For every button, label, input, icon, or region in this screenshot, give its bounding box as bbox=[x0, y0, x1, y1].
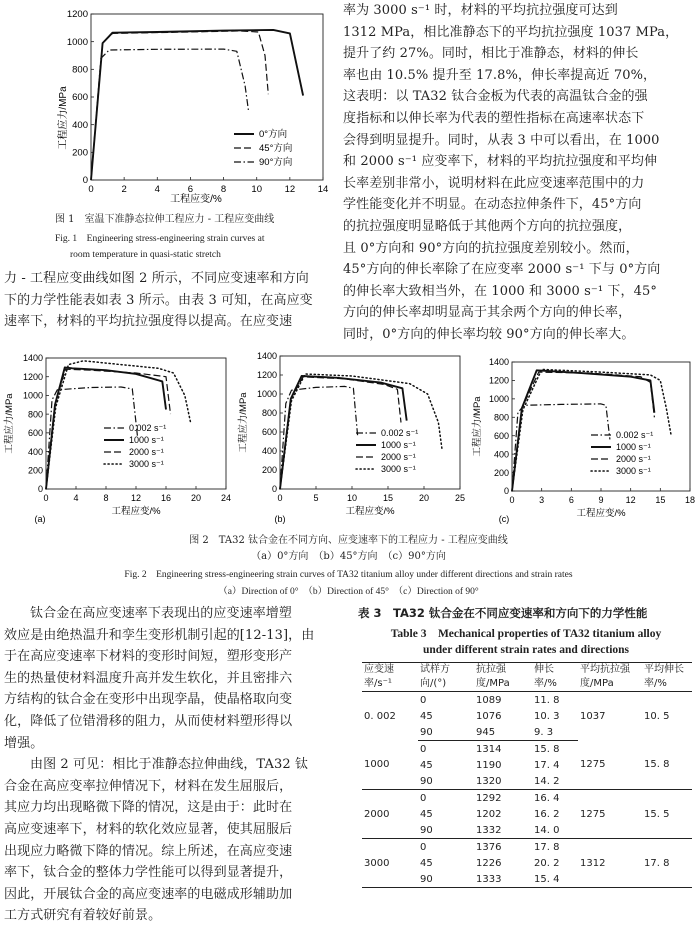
legend-label: 3000 s⁻¹ bbox=[129, 459, 164, 469]
direction-cell: 0 bbox=[420, 694, 427, 706]
table-header-row bbox=[362, 663, 692, 692]
strength-cell: 1089 bbox=[476, 694, 502, 706]
elongation-cell: 10. 3 bbox=[534, 710, 560, 722]
avg-elongation-cell: 10. 5 bbox=[644, 710, 670, 722]
x-tick-label: 10 bbox=[346, 493, 358, 503]
x-tick-label: 4 bbox=[154, 184, 160, 195]
y-tick-label: 600 bbox=[261, 427, 277, 438]
y-tick-label: 200 bbox=[27, 465, 43, 476]
avg-strength-cell: 1312 bbox=[578, 839, 642, 888]
avg-elongation-cell: 17. 8 bbox=[642, 839, 692, 888]
y-tick-label: 200 bbox=[493, 467, 509, 478]
table-row bbox=[362, 741, 692, 758]
y-tick-label: 1000 bbox=[66, 36, 88, 48]
legend-label: 0.002 s⁻¹ bbox=[129, 423, 167, 433]
x-tick-label: 15 bbox=[655, 495, 666, 505]
fig1-ylabel: 工程应力/MPa bbox=[58, 86, 69, 150]
x-tick-label: 8 bbox=[103, 493, 109, 503]
direction-cell: 45 bbox=[420, 808, 433, 820]
direction-cell: 90 bbox=[418, 871, 474, 888]
y-tick-label: 1200 bbox=[66, 9, 88, 21]
direction-cell: 45 bbox=[420, 759, 433, 771]
text-line: 1312 MPa，相比准静态下的平均抗拉强度 1037 MPa， bbox=[343, 24, 679, 40]
rate-cell: 2000 bbox=[362, 790, 418, 839]
strength-cell: 1376 bbox=[476, 841, 502, 853]
elongation-cell: 14. 2 bbox=[532, 773, 578, 790]
y-tick-label: 1000 bbox=[488, 394, 509, 405]
fig2-caption-sub-cn: （a）0°方向 （b）45°方向 （c）90°方向 bbox=[251, 551, 446, 562]
bottom-left-paragraph bbox=[4, 603, 334, 927]
text-line: 会得到明显提升。同时，从表 3 中可以看出，在 1000 bbox=[343, 132, 660, 148]
avg-strength-cell: 1037 bbox=[580, 710, 606, 722]
series-line bbox=[46, 387, 138, 489]
panel-ylabel: 工程应力/MPa bbox=[4, 393, 15, 454]
direction-cell: 45 bbox=[420, 710, 433, 722]
text-line: 化，降低了位错滑移的阻力，从而使材料塑形得以 bbox=[4, 713, 293, 729]
fig1-xlabel: 工程应变/% bbox=[170, 194, 222, 205]
x-tick-label: 2 bbox=[121, 184, 127, 195]
x-tick-label: 25 bbox=[454, 493, 466, 503]
col-header: 平均伸长率/% bbox=[642, 663, 692, 692]
legend-label: 0.002 s⁻¹ bbox=[616, 430, 654, 440]
text-line: 方向的伸长率却明显高于其余两个方向的伸长率， bbox=[343, 305, 632, 321]
plot-frame bbox=[91, 14, 323, 180]
x-tick-label: 24 bbox=[220, 493, 232, 503]
y-tick-label: 0 bbox=[37, 484, 43, 495]
text-line: 这表明：以 TA32 钛合金板为代表的高温钛合金的强 bbox=[343, 89, 648, 105]
y-tick-label: 1400 bbox=[256, 351, 277, 362]
x-tick-label: 12 bbox=[284, 184, 296, 195]
x-tick-label: 8 bbox=[220, 184, 227, 195]
direction-cell: 90 bbox=[418, 773, 474, 790]
y-tick-label: 0 bbox=[271, 484, 277, 495]
series-line bbox=[91, 49, 248, 180]
x-tick-label: 3 bbox=[539, 495, 545, 505]
y-tick-label: 1400 bbox=[488, 357, 509, 368]
y-tick-label: 800 bbox=[72, 64, 88, 76]
left-paragraph bbox=[4, 268, 334, 333]
figure-1-chart bbox=[48, 6, 329, 206]
x-tick-label: 14 bbox=[317, 184, 329, 195]
col-header: 试样方向/(°) bbox=[418, 663, 474, 692]
y-tick-label: 1400 bbox=[22, 353, 43, 364]
fig2-caption-en: Fig. 2 Engineering stress-engineering strain curves of TA32 titanium alloy under different directions and strain rates bbox=[124, 570, 573, 580]
rate-cell: 3000 bbox=[362, 839, 418, 888]
direction-cell: 0 bbox=[420, 743, 427, 755]
legend-label: 3000 s⁻¹ bbox=[381, 464, 416, 474]
text-line: 生的热量使材料温度升高并发生软化，并且密排六 bbox=[4, 670, 293, 686]
y-tick-label: 600 bbox=[27, 428, 43, 439]
text-line: 出现应力略微下降的情况。综上所述，在高应变速 bbox=[4, 843, 293, 859]
x-tick-label: 10 bbox=[251, 184, 263, 195]
text-line: 效应是由绝热温升和孪生变形机制引起的[12-13]，由 bbox=[4, 627, 315, 643]
legend-label: 2000 s⁻¹ bbox=[129, 447, 164, 457]
rate-cell: 1000 bbox=[362, 741, 418, 790]
legend-label: 0.002 s⁻¹ bbox=[381, 428, 419, 438]
direction-cell: 45 bbox=[420, 857, 433, 869]
rate-cell: 0. 002 bbox=[364, 710, 396, 722]
x-tick-label: 9 bbox=[598, 495, 604, 505]
right-paragraph bbox=[343, 0, 695, 346]
table-3-title-cn: 表 3 TA32 钛合金在不同应变速率和方向下的力学性能 bbox=[358, 606, 648, 620]
strength-cell: 1314 bbox=[476, 743, 502, 755]
legend-label: 1000 s⁻¹ bbox=[616, 442, 651, 452]
elongation-cell: 11. 8 bbox=[534, 694, 560, 706]
x-tick-label: 6 bbox=[187, 184, 194, 195]
text-line: 的伸长率大致相当外，在 1000 和 3000 s⁻¹ 下，45° bbox=[343, 283, 657, 299]
text-line: 提升了约 27%。同时，相比于准静态，材料的伸长 bbox=[343, 46, 639, 62]
text-line: 高应变速率下，材料的软化效应显著，使其屈服后 bbox=[4, 821, 293, 837]
y-tick-label: 1000 bbox=[256, 389, 277, 400]
strength-cell: 1320 bbox=[474, 773, 532, 790]
text-line: 下的力学性能表如表 3 所示。由表 3 可知，在高应变 bbox=[4, 292, 313, 308]
text-line: 45°方向的伸长率除了在应变率 2000 s⁻¹ 下与 0°方向 bbox=[343, 262, 661, 278]
strength-cell: 1292 bbox=[476, 792, 502, 804]
elongation-cell: 14. 0 bbox=[532, 822, 578, 839]
y-tick-label: 1200 bbox=[22, 371, 43, 382]
text-line: 方结构的钛合金在变形中出现孪晶，使晶格取向变 bbox=[4, 692, 293, 708]
text-line: 因此，开展钛合金的高应变速率的电磁成形辅助加 bbox=[4, 886, 293, 902]
text-line: 力 - 工程应变曲线如图 2 所示，不同应变速率和方向 bbox=[4, 271, 309, 286]
figure-2a-chart bbox=[2, 350, 234, 528]
panel-ylabel: 工程应力/MPa bbox=[472, 396, 483, 457]
avg-strength-cell: 1275 bbox=[578, 790, 642, 839]
elongation-cell: 15. 4 bbox=[532, 871, 578, 888]
legend-label: 2000 s⁻¹ bbox=[381, 452, 416, 462]
text-line: 率为 3000 s⁻¹ 时，材料的平均抗拉强度可达到 bbox=[343, 3, 618, 18]
x-tick-label: 5 bbox=[313, 493, 319, 503]
text-line: 率也由 10.5% 提升至 17.8%，伸长率提高近 70%， bbox=[343, 67, 657, 83]
avg-elongation-cell: 15. 5 bbox=[642, 790, 692, 839]
y-tick-label: 400 bbox=[261, 446, 277, 457]
strength-cell: 1076 bbox=[476, 710, 502, 722]
table-3-title-en-2: under different strain rates and directions bbox=[422, 644, 630, 656]
strength-cell: 1190 bbox=[476, 759, 502, 771]
text-line: 工方式研究有着较好前景。 bbox=[4, 908, 162, 924]
elongation-cell: 16. 2 bbox=[534, 808, 560, 820]
table-3-title-en-1: Table 3 Mechanical properties of TA32 titanium alloy bbox=[390, 628, 662, 640]
panel-label: (b) bbox=[274, 514, 286, 524]
legend-label: 2000 s⁻¹ bbox=[616, 454, 651, 464]
text-line: 度指标和以伸长率为代表的塑性指标在高速率状态下 bbox=[343, 110, 645, 126]
strength-cell: 1333 bbox=[474, 871, 532, 888]
x-tick-label: 0 bbox=[509, 495, 515, 505]
elongation-cell: 15. 8 bbox=[534, 743, 560, 755]
x-tick-label: 12 bbox=[625, 495, 636, 505]
direction-cell: 0 bbox=[420, 841, 427, 853]
table-row bbox=[362, 790, 692, 807]
panel-xlabel: 工程应变/% bbox=[111, 506, 161, 517]
legend-label: 1000 s⁻¹ bbox=[381, 440, 416, 450]
x-tick-label: 15 bbox=[382, 493, 394, 503]
y-tick-label: 400 bbox=[27, 446, 43, 457]
fig1-caption-en-2: room temperature in quasi-static stretch bbox=[70, 250, 221, 260]
text-line: 且 0°方向和 90°方向的抗拉强度差别较小。然而， bbox=[343, 240, 639, 256]
series-line bbox=[91, 31, 268, 180]
text-line: 合金在高应变率拉伸情况下，材料在发生屈服后， bbox=[4, 778, 293, 794]
legend-label: 3000 s⁻¹ bbox=[616, 466, 651, 476]
y-tick-label: 200 bbox=[72, 147, 88, 159]
panel-xlabel: 工程应变/% bbox=[576, 508, 626, 519]
x-tick-label: 6 bbox=[568, 495, 574, 505]
text-line: 由图 2 可见：相比于准静态拉伸曲线，TA32 钛 bbox=[30, 757, 309, 773]
x-tick-label: 20 bbox=[190, 493, 202, 503]
legend-label: 0°方向 bbox=[259, 129, 288, 140]
y-tick-label: 1000 bbox=[22, 390, 43, 401]
x-tick-label: 0 bbox=[88, 184, 94, 195]
y-tick-label: 800 bbox=[261, 408, 277, 419]
direction-cell: 90 bbox=[418, 724, 474, 741]
elongation-cell: 17. 4 bbox=[534, 759, 560, 771]
y-tick-label: 600 bbox=[493, 430, 509, 441]
panel-label: (a) bbox=[34, 514, 46, 524]
y-tick-label: 200 bbox=[261, 465, 277, 476]
text-line: 率下，钛合金的整体力学性能可以得到显著提升， bbox=[4, 865, 293, 881]
col-header: 平均抗拉强度/MPa bbox=[578, 663, 642, 692]
elongation-cell: 17. 8 bbox=[534, 841, 560, 853]
plot-frame bbox=[512, 362, 690, 491]
panel-label: (c) bbox=[498, 514, 510, 524]
panel-ylabel: 工程应力/MPa bbox=[238, 392, 249, 453]
table-row bbox=[362, 839, 692, 856]
y-tick-label: 400 bbox=[72, 119, 88, 131]
series-line bbox=[46, 361, 191, 489]
y-tick-label: 800 bbox=[27, 409, 43, 420]
text-line: 速率下，材料的平均抗拉强度得以提高。在应变速 bbox=[4, 314, 293, 330]
y-tick-label: 400 bbox=[493, 449, 509, 460]
strength-cell: 945 bbox=[474, 724, 532, 741]
y-tick-label: 1200 bbox=[488, 375, 509, 386]
text-line: 学性能变化并不明显。在动态拉伸条件下，45°方向 bbox=[343, 197, 642, 213]
text-line: 于在高应变速率下材料的变形时间短，塑形变形产 bbox=[4, 649, 293, 665]
legend-label: 1000 s⁻¹ bbox=[129, 435, 164, 445]
fig1-caption-en-1: Fig. 1 Engineering stress-engineering strain curves at bbox=[55, 234, 265, 244]
direction-cell: 90 bbox=[418, 822, 474, 839]
col-header: 抗拉强度/MPa bbox=[474, 663, 532, 692]
y-tick-label: 800 bbox=[493, 412, 509, 423]
strength-cell: 1202 bbox=[476, 808, 502, 820]
text-line: 同时，0°方向的伸长率均较 90°方向的伸长率大。 bbox=[343, 326, 635, 342]
x-tick-label: 18 bbox=[684, 495, 696, 505]
text-line: 和 2000 s⁻¹ 应变率下，材料的平均抗拉强度和平均伸 bbox=[343, 154, 658, 170]
fig2-caption-cn: 图 2 TA32 钛合金在不同方向、应变速率下的工程应力 - 工程应变曲线 bbox=[189, 535, 508, 546]
direction-cell: 0 bbox=[420, 792, 427, 804]
table-row bbox=[362, 692, 692, 709]
x-tick-label: 12 bbox=[130, 493, 142, 503]
avg-elongation-cell: 15. 8 bbox=[642, 741, 692, 790]
x-tick-label: 16 bbox=[160, 493, 172, 503]
x-tick-label: 0 bbox=[43, 493, 49, 503]
figure-2b-chart bbox=[236, 348, 468, 528]
text-line: 增强。 bbox=[4, 735, 44, 751]
legend-label: 90°方向 bbox=[259, 157, 293, 168]
fig1-caption-cn: 图 1 室温下准静态拉伸工程应力 - 工程应变曲线 bbox=[55, 214, 275, 225]
elongation-cell: 20. 2 bbox=[534, 857, 560, 869]
x-tick-label: 0 bbox=[277, 493, 283, 503]
col-header: 伸长率/% bbox=[532, 663, 578, 692]
elongation-cell: 9. 3 bbox=[532, 724, 578, 741]
col-header: 应变速率/s⁻¹ bbox=[362, 663, 418, 692]
panel-xlabel: 工程应变/% bbox=[345, 506, 395, 517]
fig2-caption-sub-en: （a）Direction of 0° （b）Direction of 45° （c）Direction of 90° bbox=[218, 587, 479, 597]
figure-2c-chart bbox=[470, 354, 697, 528]
text-line: 的抗拉强度明显略低于其他两个方向的抗拉强度， bbox=[343, 218, 632, 234]
legend-label: 45°方向 bbox=[259, 143, 293, 154]
y-tick-label: 600 bbox=[72, 92, 88, 104]
y-tick-label: 1200 bbox=[256, 370, 277, 381]
text-line: 其应力均出现略微下降的情况，这是由于：此时在 bbox=[4, 800, 293, 816]
strength-cell: 1332 bbox=[474, 822, 532, 839]
text-line: 长率差别非常小，说明材料在此应变速率范围中的力 bbox=[343, 175, 645, 191]
text-line: 钛合金在高应变速率下表现出的应变速率增塑 bbox=[30, 606, 293, 621]
strength-cell: 1226 bbox=[476, 857, 502, 869]
table-3 bbox=[362, 662, 692, 888]
x-tick-label: 20 bbox=[418, 493, 430, 503]
y-tick-label: 0 bbox=[503, 486, 509, 497]
avg-strength-cell: 1275 bbox=[578, 741, 642, 790]
elongation-cell: 16. 4 bbox=[534, 792, 560, 804]
y-tick-label: 0 bbox=[82, 175, 88, 187]
x-tick-label: 4 bbox=[73, 493, 79, 503]
